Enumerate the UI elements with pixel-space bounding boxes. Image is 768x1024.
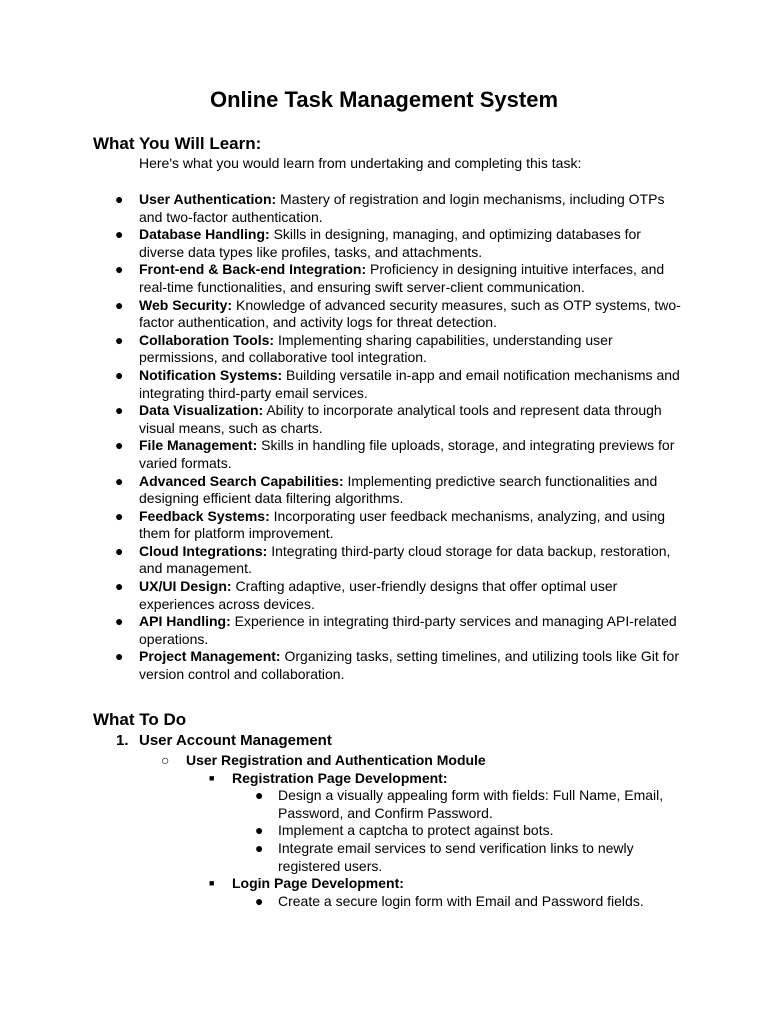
learn-item-text: Proficiency in designing intuitive interfaces, and real-time functionalities, and ensuring swift server-client communication. [139, 261, 665, 295]
learn-item-text: Ability to incorporate analytical tools and represent data through visual means, such as charts. [139, 402, 662, 436]
bullet-icon: ● [115, 402, 124, 419]
learn-item [93, 332, 683, 367]
learn-item [93, 578, 683, 613]
learn-item [93, 402, 683, 437]
learn-item-text: Implementing sharing capabilities, understanding user permissions, and collaborative tool integration. [139, 331, 613, 366]
learn-item [93, 261, 683, 296]
bullet-icon: ● [115, 472, 124, 489]
registration-group [0, 770, 768, 788]
registration-item [0, 840, 768, 875]
learn-item-text: Experience in integrating third-party services and managing API-related operations. [139, 613, 677, 647]
subsection-title: User Registration and Authentication Module [186, 752, 486, 768]
learn-item-text: Building versatile in-app and email notification mechanisms and integrating third-party email services. [139, 366, 680, 401]
registration-item [0, 822, 768, 840]
learn-item [93, 191, 683, 226]
bullet-icon: ● [115, 613, 124, 630]
learn-item [93, 613, 683, 648]
learn-item-term: Data Visualization: [139, 402, 264, 419]
learn-item-term: Advanced Search Capabilities: [139, 472, 344, 489]
bullet-icon: ● [115, 507, 124, 524]
registration-title: Registration Page Development: [232, 769, 448, 786]
learn-item-text: Implementing predictive search functionalities and designing efficient data filtering algorithms. [139, 472, 658, 507]
login-item-text: Create a secure login form with Email and Password fields. [278, 892, 644, 909]
learn-item-term: Cloud Integrations: [139, 542, 268, 559]
registration-item-text: Integrate email services to send verification links to newly registered users. [278, 839, 634, 874]
todo-list [0, 731, 768, 910]
section-number: 1. [116, 732, 129, 749]
learn-item [93, 297, 683, 332]
learn-item-term: Project Management: [139, 648, 281, 665]
learn-item-term: Feedback Systems: [139, 507, 270, 524]
bullet-icon: ● [115, 437, 124, 454]
learn-item [93, 367, 683, 402]
learn-item-term: Collaboration Tools: [139, 331, 275, 348]
square-bullet-icon: ■ [209, 772, 215, 783]
learn-item-text: Skills in handling file uploads, storage, and integrating previews for varied formats. [139, 437, 675, 471]
learn-item [93, 508, 683, 543]
learn-item-text: Knowledge of advanced security measures, such as OTP systems, two-factor authentication, and activity logs for threat detection. [139, 296, 681, 331]
learn-item-text: Crafting adaptive, user-friendly designs that offer optimal user experiences across devices. [139, 578, 618, 612]
learn-item-text: Skills in designing, managing, and optimizing databases for diverse data types like profiles, tasks, and attachments. [139, 226, 641, 260]
learn-item [93, 437, 683, 472]
circle-bullet-icon: ○ [161, 752, 170, 768]
learn-item-text: Mastery of registration and login mechanisms, including OTPs and two-factor authentication. [139, 191, 665, 225]
learn-item [93, 648, 683, 683]
bullet-icon: ● [255, 892, 264, 909]
todo-subsection [0, 752, 768, 770]
bullet-icon: ● [255, 839, 264, 856]
bullet-icon: ● [115, 191, 124, 207]
bullet-icon: ● [115, 296, 124, 313]
learn-item-term: Database Handling: [139, 226, 270, 243]
bullet-icon: ● [115, 331, 124, 348]
learn-list [93, 191, 683, 684]
todo-heading: What To Do [93, 710, 187, 729]
learn-intro: Here's what you would learn from undertaking and completing this task: [139, 155, 582, 171]
learn-item-term: Web Security: [139, 296, 233, 313]
learn-item [93, 543, 683, 578]
learn-heading: What You Will Learn: [93, 134, 262, 153]
bullet-icon: ● [115, 542, 124, 559]
learn-item-text: Organizing tasks, setting timelines, and utilizing tools like Git for version control and collaboration. [139, 648, 679, 683]
square-bullet-icon: ■ [209, 878, 215, 889]
learn-item-term: Front-end & Back-end Integration: [139, 261, 367, 278]
bullet-icon: ● [115, 648, 124, 665]
bullet-icon: ● [255, 822, 264, 839]
page-title: Online Task Management System [209, 87, 559, 112]
bullet-icon: ● [115, 226, 124, 243]
bullet-icon: ● [115, 366, 124, 383]
learn-item [93, 226, 683, 261]
learn-item-term: UX/UI Design: [139, 578, 232, 595]
bullet-icon: ● [255, 787, 264, 804]
learn-item-term: API Handling: [139, 613, 231, 630]
registration-item-text: Design a visually appealing form with fields: Full Name, Email, Password, and Confirm Password. [278, 787, 664, 821]
learn-item-text: Integrating third-party cloud storage for data backup, restoration, and management. [139, 542, 671, 577]
learn-item-term: User Authentication: [139, 191, 277, 207]
bullet-icon: ● [115, 578, 124, 595]
todo-section [0, 731, 768, 751]
login-group [0, 875, 768, 893]
learn-item-term: File Management: [139, 437, 258, 454]
learn-item [93, 473, 683, 508]
login-item [0, 893, 768, 911]
learn-item-term: Notification Systems: [139, 366, 283, 383]
login-title: Login Page Development: [232, 875, 404, 892]
bullet-icon: ● [115, 261, 124, 278]
registration-item-text: Implement a captcha to protect against bots. [278, 822, 554, 839]
registration-item [0, 787, 768, 822]
section-title: User Account Management [139, 732, 332, 749]
learn-item-text: Incorporating user feedback mechanisms, analyzing, and using them for platform improvement. [139, 507, 666, 542]
